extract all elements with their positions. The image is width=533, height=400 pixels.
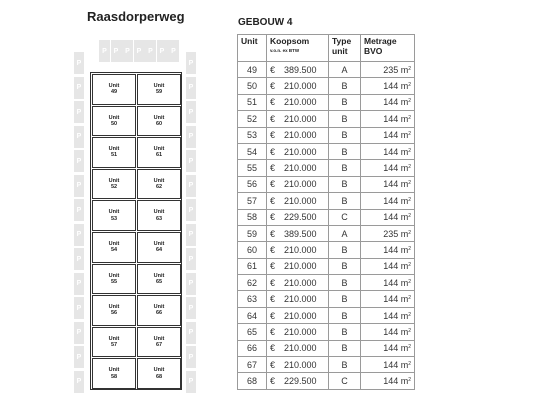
currency-symbol: € xyxy=(270,130,276,141)
unit-63: Unit 63 xyxy=(137,200,181,231)
cell-area: 144 $m^2$ xyxy=(361,176,415,192)
currency-symbol: € xyxy=(270,113,276,124)
table-row xyxy=(238,160,415,176)
table-row xyxy=(238,357,415,373)
price-value: 210.000 xyxy=(284,195,317,206)
currency-symbol: € xyxy=(270,179,276,190)
parking-space: P xyxy=(186,126,196,148)
parking-space: P xyxy=(168,40,179,62)
parking-space: P xyxy=(186,101,196,123)
parking-space: P xyxy=(157,40,168,62)
cell-unit: 51 xyxy=(238,94,267,110)
price-value: 210.000 xyxy=(284,179,317,190)
cell-price xyxy=(267,160,329,176)
cell-area: 144 $m^2$ xyxy=(361,111,415,127)
currency-symbol: € xyxy=(270,277,276,288)
unit-61: Unit 61 xyxy=(137,137,181,168)
cell-type: B xyxy=(329,176,361,192)
unit-56: Unit 56 xyxy=(92,295,136,326)
units-block xyxy=(90,72,182,390)
parking-space: P xyxy=(134,40,145,62)
unit-57: Unit 57 xyxy=(92,327,136,358)
cell-price xyxy=(267,291,329,307)
parking-space: P xyxy=(186,248,196,270)
cell-price xyxy=(267,242,329,258)
table-row xyxy=(238,340,415,356)
cell-type: B xyxy=(329,127,361,143)
cell-unit: 67 xyxy=(238,357,267,373)
cell-price xyxy=(267,357,329,373)
cell-type: C xyxy=(329,373,361,389)
cell-area: 235 $m^2$ xyxy=(361,225,415,241)
cell-area: 144 $m^2$ xyxy=(361,291,415,307)
currency-symbol: € xyxy=(270,261,276,272)
table-row xyxy=(238,209,415,225)
currency-symbol: € xyxy=(270,294,276,305)
cell-area: 144 $m^2$ xyxy=(361,127,415,143)
parking-space: P xyxy=(186,199,196,221)
cell-unit: 57 xyxy=(238,193,267,209)
cell-price xyxy=(267,275,329,291)
currency-symbol: € xyxy=(270,146,276,157)
site-plan xyxy=(68,38,200,398)
parking-space: P xyxy=(122,40,133,62)
parking-space: P xyxy=(74,77,84,99)
table-row xyxy=(238,193,415,209)
parking-space: P xyxy=(74,175,84,197)
price-value: 210.000 xyxy=(284,277,317,288)
parking-space: P xyxy=(186,77,196,99)
cell-unit: 63 xyxy=(238,291,267,307)
unit-54: Unit 54 xyxy=(92,232,136,263)
cell-price xyxy=(267,127,329,143)
cell-price xyxy=(267,209,329,225)
unit-59: Unit 59 xyxy=(137,74,181,105)
cell-unit: 49 xyxy=(238,62,267,78)
header-unit: Unit xyxy=(238,35,267,62)
cell-area: 144 $m^2$ xyxy=(361,94,415,110)
unit-62: Unit 62 xyxy=(137,169,181,200)
parking-space: P xyxy=(74,126,84,148)
cell-area: 144 $m^2$ xyxy=(361,78,415,94)
cell-type: B xyxy=(329,78,361,94)
unit-52: Unit 52 xyxy=(92,169,136,200)
currency-symbol: € xyxy=(270,359,276,370)
header-price: Koopsom v.o.n. ex BTW xyxy=(267,35,329,62)
cell-unit: 60 xyxy=(238,242,267,258)
header-type: Type unit xyxy=(329,35,361,62)
cell-area: 144 $m^2$ xyxy=(361,357,415,373)
parking-space: P xyxy=(145,40,156,62)
parking-space: P xyxy=(74,101,84,123)
unit-65: Unit 65 xyxy=(137,264,181,295)
cell-unit: 66 xyxy=(238,340,267,356)
cell-unit: 53 xyxy=(238,127,267,143)
cell-type: B xyxy=(329,242,361,258)
unit-60: Unit 60 xyxy=(137,106,181,137)
parking-space: P xyxy=(186,150,196,172)
table-row xyxy=(238,242,415,258)
table-row xyxy=(238,78,415,94)
currency-symbol: € xyxy=(270,212,276,223)
parking-space: P xyxy=(186,371,196,393)
price-value: 210.000 xyxy=(284,130,317,141)
cell-area: 235 $m^2$ xyxy=(361,62,415,78)
cell-area: 144 $m^2$ xyxy=(361,373,415,389)
cell-type: B xyxy=(329,94,361,110)
cell-price xyxy=(267,340,329,356)
cell-type: B xyxy=(329,160,361,176)
header-area: Metrage BVO xyxy=(361,35,415,62)
table-row xyxy=(238,143,415,159)
table-row xyxy=(238,373,415,389)
parking-space: P xyxy=(74,150,84,172)
cell-area: 144 $m^2$ xyxy=(361,160,415,176)
unit-58: Unit 58 xyxy=(92,358,136,389)
parking-space: P xyxy=(74,371,84,393)
unit-49: Unit 49 xyxy=(92,74,136,105)
unit-67: Unit 67 xyxy=(137,327,181,358)
cell-type: B xyxy=(329,307,361,323)
cell-type: B xyxy=(329,357,361,373)
table-row xyxy=(238,275,415,291)
cell-price xyxy=(267,307,329,323)
cell-area: 144 $m^2$ xyxy=(361,209,415,225)
cell-area: 144 $m^2$ xyxy=(361,307,415,323)
table-row xyxy=(238,127,415,143)
cell-price xyxy=(267,94,329,110)
price-table xyxy=(237,34,415,390)
cell-unit: 64 xyxy=(238,307,267,323)
price-value: 210.000 xyxy=(284,359,317,370)
cell-unit: 54 xyxy=(238,143,267,159)
cell-type: B xyxy=(329,111,361,127)
unit-64: Unit 64 xyxy=(137,232,181,263)
cell-type: A xyxy=(329,62,361,78)
table-row xyxy=(238,111,415,127)
cell-price xyxy=(267,78,329,94)
cell-unit: 58 xyxy=(238,209,267,225)
price-value: 210.000 xyxy=(284,261,317,272)
cell-area: 144 $m^2$ xyxy=(361,340,415,356)
currency-symbol: € xyxy=(270,228,276,239)
price-value: 210.000 xyxy=(284,163,317,174)
parking-space: P xyxy=(74,248,84,270)
price-value: 389.500 xyxy=(284,228,317,239)
cell-type: B xyxy=(329,275,361,291)
cell-type: B xyxy=(329,340,361,356)
unit-51: Unit 51 xyxy=(92,137,136,168)
price-value: 389.500 xyxy=(284,64,317,75)
cell-price xyxy=(267,143,329,159)
cell-unit: 50 xyxy=(238,78,267,94)
cell-area: 144 $m^2$ xyxy=(361,324,415,340)
parking-space: P xyxy=(111,40,122,62)
table-row xyxy=(238,324,415,340)
currency-symbol: € xyxy=(270,244,276,255)
currency-symbol: € xyxy=(270,343,276,354)
parking-space: P xyxy=(74,297,84,319)
currency-symbol: € xyxy=(270,195,276,206)
cell-type: B xyxy=(329,324,361,340)
cell-area: 144 $m^2$ xyxy=(361,275,415,291)
currency-symbol: € xyxy=(270,310,276,321)
currency-symbol: € xyxy=(270,326,276,337)
parking-space: P xyxy=(74,346,84,368)
price-value: 229.500 xyxy=(284,212,317,223)
currency-symbol: € xyxy=(270,163,276,174)
unit-68: Unit 68 xyxy=(137,358,181,389)
cell-area: 144 $m^2$ xyxy=(361,258,415,274)
parking-space: P xyxy=(186,273,196,295)
cell-type: B xyxy=(329,193,361,209)
cell-price xyxy=(267,111,329,127)
cell-type: B xyxy=(329,291,361,307)
cell-price xyxy=(267,176,329,192)
table-row xyxy=(238,258,415,274)
cell-unit: 59 xyxy=(238,225,267,241)
parking-space: P xyxy=(186,52,196,74)
cell-price xyxy=(267,258,329,274)
price-value: 210.000 xyxy=(284,81,317,92)
table-row xyxy=(238,307,415,323)
cell-type: C xyxy=(329,209,361,225)
table-header-row xyxy=(238,35,415,62)
unit-50: Unit 50 xyxy=(92,106,136,137)
cell-type: B xyxy=(329,258,361,274)
table-row xyxy=(238,62,415,78)
cell-price xyxy=(267,193,329,209)
parking-space: P xyxy=(186,224,196,246)
cell-price xyxy=(267,225,329,241)
parking-space: P xyxy=(74,199,84,221)
parking-space: P xyxy=(74,322,84,344)
header-price-sub: v.o.n. ex BTW xyxy=(270,47,300,53)
unit-55: Unit 55 xyxy=(92,264,136,295)
price-value: 210.000 xyxy=(284,310,317,321)
cell-unit: 62 xyxy=(238,275,267,291)
cell-unit: 55 xyxy=(238,160,267,176)
parking-space: P xyxy=(74,273,84,295)
unit-66: Unit 66 xyxy=(137,295,181,326)
cell-unit: 61 xyxy=(238,258,267,274)
street-name: Raasdorperweg xyxy=(87,9,185,24)
cell-price xyxy=(267,62,329,78)
cell-unit: 56 xyxy=(238,176,267,192)
price-value: 210.000 xyxy=(284,294,317,305)
parking-space: P xyxy=(74,52,84,74)
table-row xyxy=(238,94,415,110)
cell-unit: 65 xyxy=(238,324,267,340)
currency-symbol: € xyxy=(270,64,276,75)
price-value: 210.000 xyxy=(284,113,317,124)
cell-unit: 68 xyxy=(238,373,267,389)
cell-area: 144 $m^2$ xyxy=(361,242,415,258)
cell-unit: 52 xyxy=(238,111,267,127)
building-title: GEBOUW 4 xyxy=(238,17,293,28)
price-value: 210.000 xyxy=(284,97,317,108)
parking-space: P xyxy=(186,346,196,368)
parking-space: P xyxy=(186,297,196,319)
parking-space: P xyxy=(74,224,84,246)
cell-type: A xyxy=(329,225,361,241)
currency-symbol: € xyxy=(270,376,276,387)
table-row xyxy=(238,291,415,307)
price-value: 210.000 xyxy=(284,326,317,337)
unit-53: Unit 53 xyxy=(92,200,136,231)
cell-price xyxy=(267,324,329,340)
price-value: 210.000 xyxy=(284,343,317,354)
parking-space: P xyxy=(186,175,196,197)
price-value: 210.000 xyxy=(284,146,317,157)
cell-price xyxy=(267,373,329,389)
currency-symbol: € xyxy=(270,97,276,108)
price-value: 210.000 xyxy=(284,244,317,255)
cell-area: 144 $m^2$ xyxy=(361,143,415,159)
parking-space: P xyxy=(99,40,110,62)
price-value: 229.500 xyxy=(284,376,317,387)
table-row xyxy=(238,225,415,241)
currency-symbol: € xyxy=(270,81,276,92)
table-row xyxy=(238,176,415,192)
cell-area: 144 $m^2$ xyxy=(361,193,415,209)
parking-space: P xyxy=(186,322,196,344)
cell-type: B xyxy=(329,143,361,159)
